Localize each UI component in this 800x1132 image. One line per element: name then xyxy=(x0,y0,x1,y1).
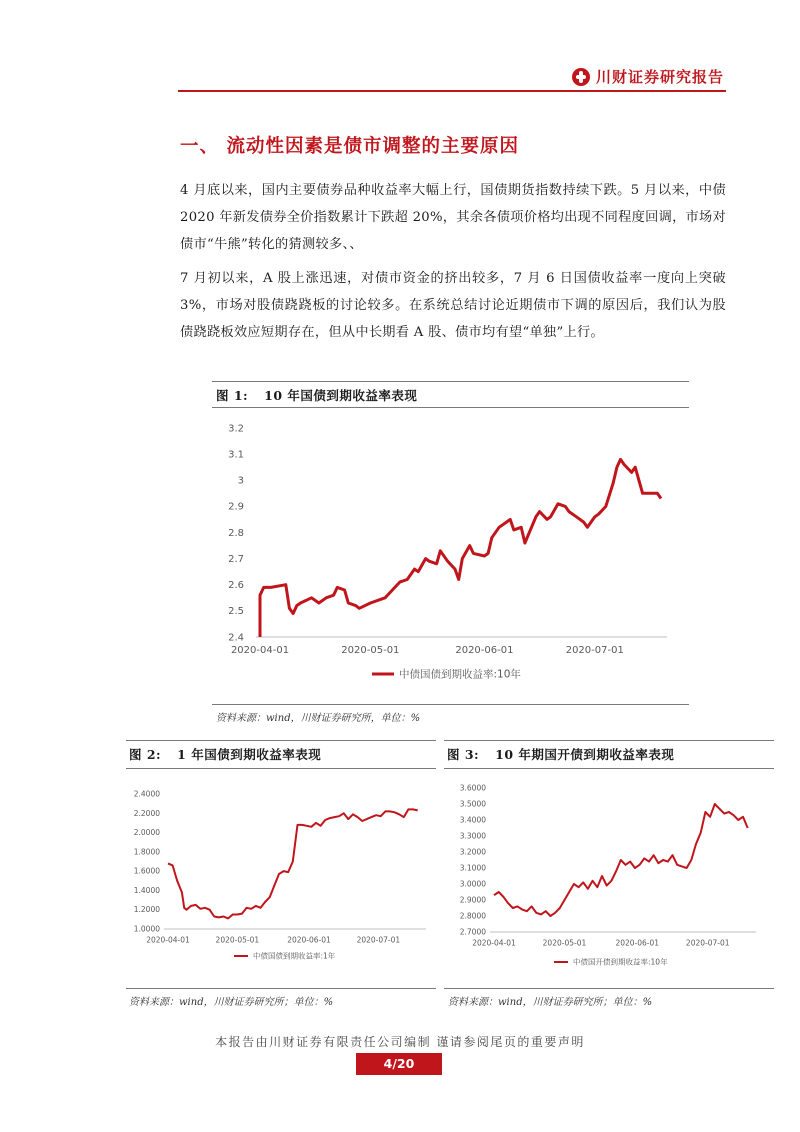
header-brand xyxy=(572,66,724,87)
y-tick-label: 3.2 xyxy=(228,423,244,435)
x-tick-label: 2020-05-01 xyxy=(215,935,260,945)
x-tick-label: 2020-04-01 xyxy=(472,938,516,948)
x-tick-label: 2020-07-01 xyxy=(356,935,401,945)
y-tick-label: 3 xyxy=(237,475,244,487)
y-tick-label: 3.1 xyxy=(228,449,244,461)
figure-2-bottom-rule xyxy=(126,988,436,989)
figure-1-top-rule xyxy=(212,381,689,382)
y-tick-label: 2.2000 xyxy=(133,808,160,818)
brand-logo-icon xyxy=(572,68,590,86)
y-tick-label: 2.5 xyxy=(228,606,244,618)
y-tick-label: 3.4000 xyxy=(459,815,486,825)
figure-3-top-rule xyxy=(444,740,774,741)
figure-2-source: 资料来源：wind，川财证券研究所；单位：% xyxy=(129,997,334,1008)
y-tick-label: 2.7 xyxy=(228,553,244,565)
legend-label: 中债国债到期收益率:1年 xyxy=(253,951,336,961)
y-tick-label: 1.0000 xyxy=(133,924,160,934)
y-tick-label: 1.8000 xyxy=(133,847,160,857)
figure-1-title-rule xyxy=(212,407,689,408)
figure-3-bottom-rule xyxy=(444,988,774,989)
section-title: 一、 流动性因素是债市调整的主要原因 xyxy=(180,136,519,157)
series-line xyxy=(260,459,661,637)
figure-3-source: 资料来源：wind，川财证券研究所；单位：% xyxy=(448,997,653,1008)
footer-disclaimer: 本报告由川财证券有限责任公司编制 谨请参阅尾页的重要声明 xyxy=(215,1035,585,1049)
x-tick-label: 2020-07-01 xyxy=(685,938,730,948)
series-line xyxy=(494,804,748,916)
header-divider xyxy=(178,90,726,92)
figure-2-title-text: 1 年国债到期收益率表现 xyxy=(177,747,322,762)
figure-1-chart xyxy=(212,410,689,702)
y-tick-label: 2.8 xyxy=(228,527,244,539)
y-tick-label: 3.1000 xyxy=(459,863,486,873)
figure-3-title-rule xyxy=(444,768,774,769)
figure-3-title-text: 10 年期国开债到期收益率表现 xyxy=(495,747,675,762)
brand-name: 川财证券研究报告 xyxy=(595,68,724,86)
y-tick-label: 2.4 xyxy=(228,632,244,644)
figure-3-label: 图 3: xyxy=(447,747,480,762)
x-tick-label: 2020-07-01 xyxy=(565,645,624,656)
figure-1-title xyxy=(216,386,417,404)
figure-1-label: 图 1: xyxy=(216,388,249,403)
x-tick-label: 2020-06-01 xyxy=(287,935,331,945)
figure-1-title-text: 10 年国债到期收益率表现 xyxy=(264,388,418,403)
x-tick-label: 2020-05-01 xyxy=(542,938,587,948)
x-tick-label: 2020-06-01 xyxy=(455,645,514,656)
x-tick-label: 2020-04-01 xyxy=(230,645,290,656)
y-tick-label: 2.0000 xyxy=(133,828,160,838)
series-line xyxy=(168,809,418,918)
figure-3-title xyxy=(447,745,674,763)
y-tick-label: 1.6000 xyxy=(133,866,160,876)
y-tick-label: 3.6000 xyxy=(459,783,486,793)
y-tick-label: 2.9000 xyxy=(459,895,486,905)
figure-2-label: 图 2: xyxy=(129,747,162,762)
figure-1-source: 资料来源：wind，川财证券研究所，单位：% xyxy=(216,713,421,724)
figure-3-chart xyxy=(444,772,774,984)
figure-2-title-rule xyxy=(126,768,436,769)
y-tick-label: 2.4000 xyxy=(133,789,160,799)
y-tick-label: 3.5000 xyxy=(459,799,486,809)
x-tick-label: 2020-04-01 xyxy=(146,935,190,945)
y-tick-label: 3.3000 xyxy=(459,831,486,841)
legend-label: 中债国债到期收益率:10年 xyxy=(399,668,521,681)
y-tick-label: 1.2000 xyxy=(133,905,160,915)
y-tick-label: 2.8000 xyxy=(459,911,486,921)
y-tick-label: 1.4000 xyxy=(133,885,160,895)
figure-2-chart xyxy=(126,772,436,984)
y-tick-label: 2.6 xyxy=(228,580,244,592)
x-tick-label: 2020-05-01 xyxy=(341,645,400,656)
paragraph-1: 4 月底以来，国内主要债券品种收益率大幅上行，国债期货指数持续下跌。5 月以来，中债 2020 年新发债券全价指数累计下跌超 20%，其余各债项价格均出现不同程度回调，市场对债市“牛熊”转化的猜测较多、、 xyxy=(180,183,727,252)
y-tick-label: 3.2000 xyxy=(459,847,486,857)
figure-1-bottom-rule xyxy=(212,704,689,705)
y-tick-label: 2.9 xyxy=(228,501,244,513)
y-tick-label: 2.7000 xyxy=(459,927,486,937)
x-tick-label: 2020-06-01 xyxy=(615,938,660,948)
page-number: 4/20 xyxy=(356,1053,442,1075)
y-tick-label: 3.0000 xyxy=(459,879,486,889)
figure-2-top-rule xyxy=(126,740,436,741)
figure-2-title xyxy=(129,745,321,763)
paragraph-2: 7 月初以来，A 股上涨迅速，对债市资金的挤出较多，7 月 6 日国债收益率一度向上突破 3%，市场对股债跷跷板的讨论较多。在系统总结讨论近期债市下调的原因后，我们认为股债跷跷板效应短期存在，但从中长期看 A 股、债市均有望“单独”上行。 xyxy=(180,271,726,340)
legend-label: 中债国开债到期收益率:10年 xyxy=(573,957,668,967)
